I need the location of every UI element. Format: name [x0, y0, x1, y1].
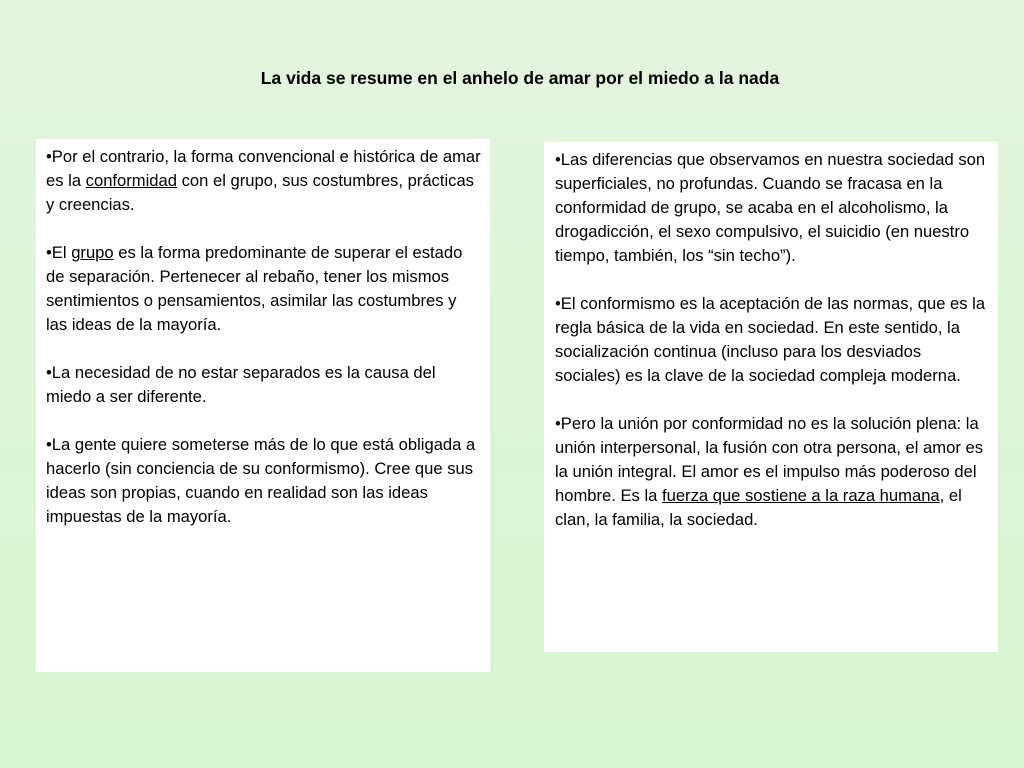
- slide-title: La vida se resume en el anhelo de amar por el miedo a la nada: [260, 68, 780, 88]
- underlined-term-conformidad: conformidad: [85, 171, 177, 190]
- underlined-term-grupo: grupo: [71, 243, 114, 262]
- bullet-text: es la forma predominante de superar el estado de separación. Pertenecer al rebaño, tener los mismos sentimientos o pensamientos, asimilar las costumbres y las ideas de la mayoría.: [46, 243, 463, 334]
- left-bullet-someterse: •La gente quiere someterse más de lo que está obligada a hacerlo (sin conciencia de su conformismo). Cree que sus ideas son propias, cuando en realidad son las ideas impuestas de la mayoría.: [46, 435, 476, 526]
- bullet-text: , el clan, la familia, la sociedad.: [555, 486, 962, 529]
- left-bullet-miedo-diferente: •La necesidad de no estar separados es la causa del miedo a ser diferente.: [46, 363, 436, 406]
- left-text-box: [36, 139, 490, 672]
- bullet-text: con el grupo, sus costumbres, prácticas y creencias.: [46, 171, 474, 214]
- left-bullet-conformidad: [46, 145, 482, 217]
- bullet-text: •El: [46, 243, 72, 262]
- left-bullet-grupo: [46, 241, 482, 337]
- right-text-box: [544, 142, 998, 652]
- right-bullet-union: [555, 412, 990, 532]
- right-bullet-conformismo: •El conformismo es la aceptación de las normas, que es la regla básica de la vida en sociedad. En este sentido, la socialización continua (incluso para los desviados sociales) es la clave de la sociedad compleja moderna.: [555, 294, 986, 385]
- bullet-text: •Por el contrario, la forma convencional e histórica de amar es la: [46, 147, 481, 190]
- right-bullet-diferencias: •Las diferencias que observamos en nuestra sociedad son superficiales, no profundas. Cuando se fracasa en la conformidad de grupo, se acaba en el alcoholismo, la drogadicción, el sexo compulsivo, el suicidio (en nuestro tiempo, también, los “sin techo”).: [555, 150, 986, 265]
- bullet-text: •Pero la unión por conformidad no es la solución plena: la unión interpersonal, la fusión con otra persona, el amor es la unión integral. El amor es el impulso más poderoso del hombre. Es la: [555, 414, 984, 505]
- underlined-term-fuerza: fuerza que sostiene a la raza humana: [661, 486, 940, 505]
